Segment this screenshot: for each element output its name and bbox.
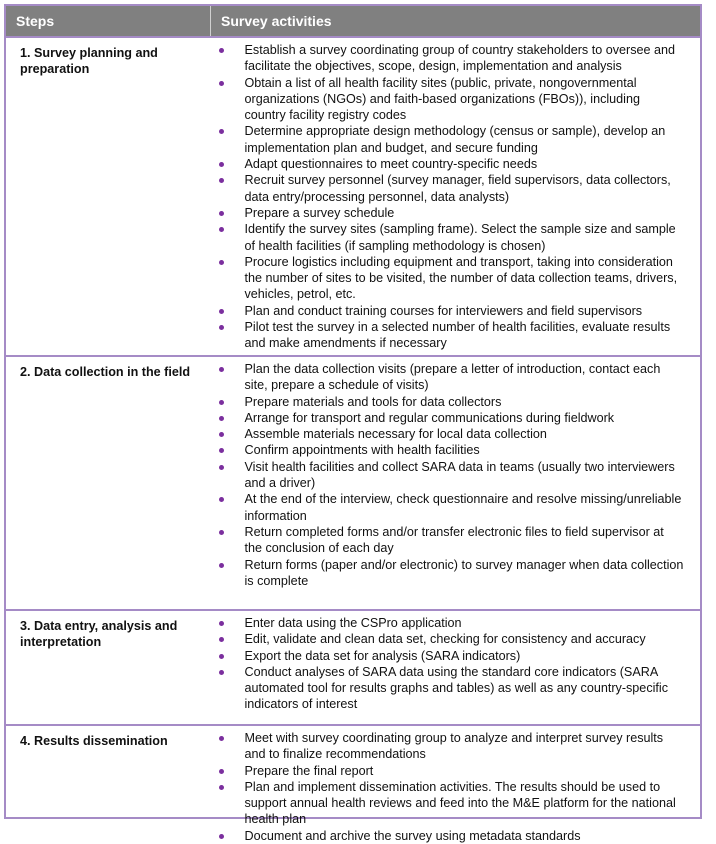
- activity-item: [211, 730, 697, 763]
- activity-item: [211, 426, 697, 442]
- bullet-icon: [219, 621, 224, 626]
- bullet-icon: [219, 448, 224, 453]
- activity-item: [211, 361, 697, 394]
- activity-item: [211, 42, 697, 75]
- activity-text: Return forms (paper and/or electronic) to survey manager when data collection is complete: [244, 557, 684, 588]
- table-row: [6, 37, 700, 356]
- step-label: 1. Survey planning and preparation: [6, 37, 211, 356]
- bullet-icon: [219, 400, 224, 405]
- activity-text: Obtain a list of all health facility sites (public, private, nongovernmental organizations (NGOs) and faith-based organizations (FBOs)), including country facility registry codes: [244, 75, 640, 123]
- activity-text: Prepare the final report: [244, 763, 374, 778]
- activity-item: [211, 828, 697, 844]
- activity-text: Identify the survey sites (sampling frame). Select the sample size and sample of health facilities (if sampling methodology is chosen): [244, 222, 676, 253]
- activity-item: [211, 319, 697, 352]
- bullet-icon: [219, 769, 224, 774]
- activity-text: Pilot test the survey in a selected number of health facilities, evaluate results and make amendments if necessary: [244, 320, 671, 351]
- bullet-icon: [219, 416, 224, 421]
- activity-text: Conduct analyses of SARA data using the standard core indicators (SARA automated tool for results graphs and tables) as well as any country-specific indicators of interest: [244, 664, 669, 712]
- activity-text: Edit, validate and clean data set, checking for consistency and accuracy: [244, 632, 646, 647]
- activity-text: Enter data using the CSPro application: [244, 616, 462, 630]
- bullet-icon: [219, 563, 224, 568]
- activities-cell: [211, 725, 701, 844]
- bullet-icon: [219, 637, 224, 642]
- activity-text: Recruit survey personnel (survey manager, field supervisors, data collectors, data entry/processing personnel, data analysts): [244, 173, 671, 204]
- activity-item: [211, 763, 697, 779]
- bullet-icon: [219, 309, 224, 314]
- activity-text: Arrange for transport and regular communications during fieldwork: [244, 410, 615, 425]
- activity-text: At the end of the interview, check questionnaire and resolve missing/unreliable information: [244, 492, 682, 523]
- table-row: [6, 356, 700, 610]
- activity-list: [211, 615, 697, 713]
- bullet-icon: [219, 81, 224, 86]
- activity-item: [211, 75, 697, 124]
- activities-cell: [211, 356, 701, 610]
- activity-text: Export the data set for analysis (SARA indicators): [244, 648, 521, 663]
- activity-text: Establish a survey coordinating group of country stakeholders to oversee and facilitate the objectives, scope, design, implementation and analysis: [244, 43, 676, 74]
- activity-item: [211, 172, 697, 205]
- bullet-icon: [219, 670, 224, 675]
- activity-item: [211, 615, 697, 631]
- bullet-icon: [219, 162, 224, 167]
- activity-item: [211, 459, 697, 492]
- bullet-icon: [219, 178, 224, 183]
- activity-item: [211, 491, 697, 524]
- activity-item: [211, 442, 697, 458]
- activity-text: Prepare materials and tools for data collectors: [244, 394, 502, 409]
- bullet-icon: [219, 227, 224, 232]
- activity-text: Plan and implement dissemination activities. The results should be used to support annual health reviews and feed into the M&E platform for the national health plan: [244, 779, 676, 827]
- activity-text: Procure logistics including equipment and transport, taking into consideration the number of sites to be visited, the number of data collection teams, drivers, vehicles, petrol, etc.: [244, 254, 678, 302]
- bullet-icon: [219, 48, 224, 53]
- activity-item: [211, 664, 697, 713]
- activity-text: Plan the data collection visits (prepare a letter of introduction, contact each site, prepare a schedule of visits): [244, 362, 661, 393]
- activity-text: Assemble materials necessary for local data collection: [244, 427, 547, 442]
- activities-cell: [211, 610, 701, 725]
- bullet-icon: [219, 530, 224, 535]
- activity-item: [211, 156, 697, 172]
- bullet-icon: [219, 129, 224, 134]
- activity-text: Determine appropriate design methodology (census or sample), develop an implementation plan and budget, and secure funding: [244, 124, 666, 155]
- survey-steps-table: [4, 4, 702, 843]
- bullet-icon: [219, 325, 224, 330]
- activity-item: [211, 779, 697, 828]
- bullet-icon: [219, 654, 224, 659]
- activity-item: [211, 631, 697, 647]
- table-header-row: [6, 6, 700, 37]
- bullet-icon: [219, 497, 224, 502]
- activity-item: [211, 254, 697, 303]
- activity-item: [211, 303, 697, 319]
- activity-text: Return completed forms and/or transfer electronic files to field supervisor at the conclusion of each day: [244, 524, 664, 556]
- table-row: [6, 610, 700, 725]
- step-label: 4. Results dissemination: [20, 734, 168, 748]
- step-label: 3. Data entry, analysis and interpretation: [6, 610, 211, 725]
- activity-text: Adapt questionnaires to meet country-specific needs: [244, 157, 538, 172]
- activities-cell: [211, 37, 701, 356]
- activity-text: Plan and conduct training courses for interviewers and field supervisors: [244, 303, 643, 318]
- bullet-icon: [219, 432, 224, 437]
- bullet-icon: [219, 465, 224, 470]
- activity-list: [211, 42, 697, 352]
- bullet-icon: [219, 785, 224, 790]
- header-survey-activities: Survey activities: [211, 6, 701, 37]
- activity-item: [211, 410, 697, 426]
- bullet-icon: [219, 260, 224, 265]
- activity-item: [211, 221, 697, 254]
- bullet-icon: [219, 367, 224, 372]
- header-steps: Steps: [6, 6, 211, 37]
- activity-text: Confirm appointments with health facilities: [244, 443, 480, 458]
- bullet-icon: [219, 834, 224, 839]
- activity-text: Meet with survey coordinating group to analyze and interpret survey results and to finalize recommendations: [244, 731, 664, 762]
- table-row: [6, 725, 700, 844]
- steps-table: [6, 6, 700, 844]
- activity-item: [211, 394, 697, 410]
- bullet-icon: [219, 211, 224, 216]
- activity-text: Document and archive the survey using metadata standards: [244, 828, 581, 843]
- activity-item: [211, 123, 697, 156]
- activity-item: [211, 557, 697, 590]
- activity-list: [211, 361, 697, 589]
- bullet-icon: [219, 736, 224, 741]
- activity-text: Visit health facilities and collect SARA data in teams (usually two interviewers and a driver): [244, 459, 675, 491]
- activity-item: [211, 524, 697, 557]
- activity-item: [211, 205, 697, 221]
- activity-item: [211, 648, 697, 664]
- step-label: 2. Data collection in the field: [6, 356, 211, 610]
- activity-text: Prepare a survey schedule: [244, 205, 395, 220]
